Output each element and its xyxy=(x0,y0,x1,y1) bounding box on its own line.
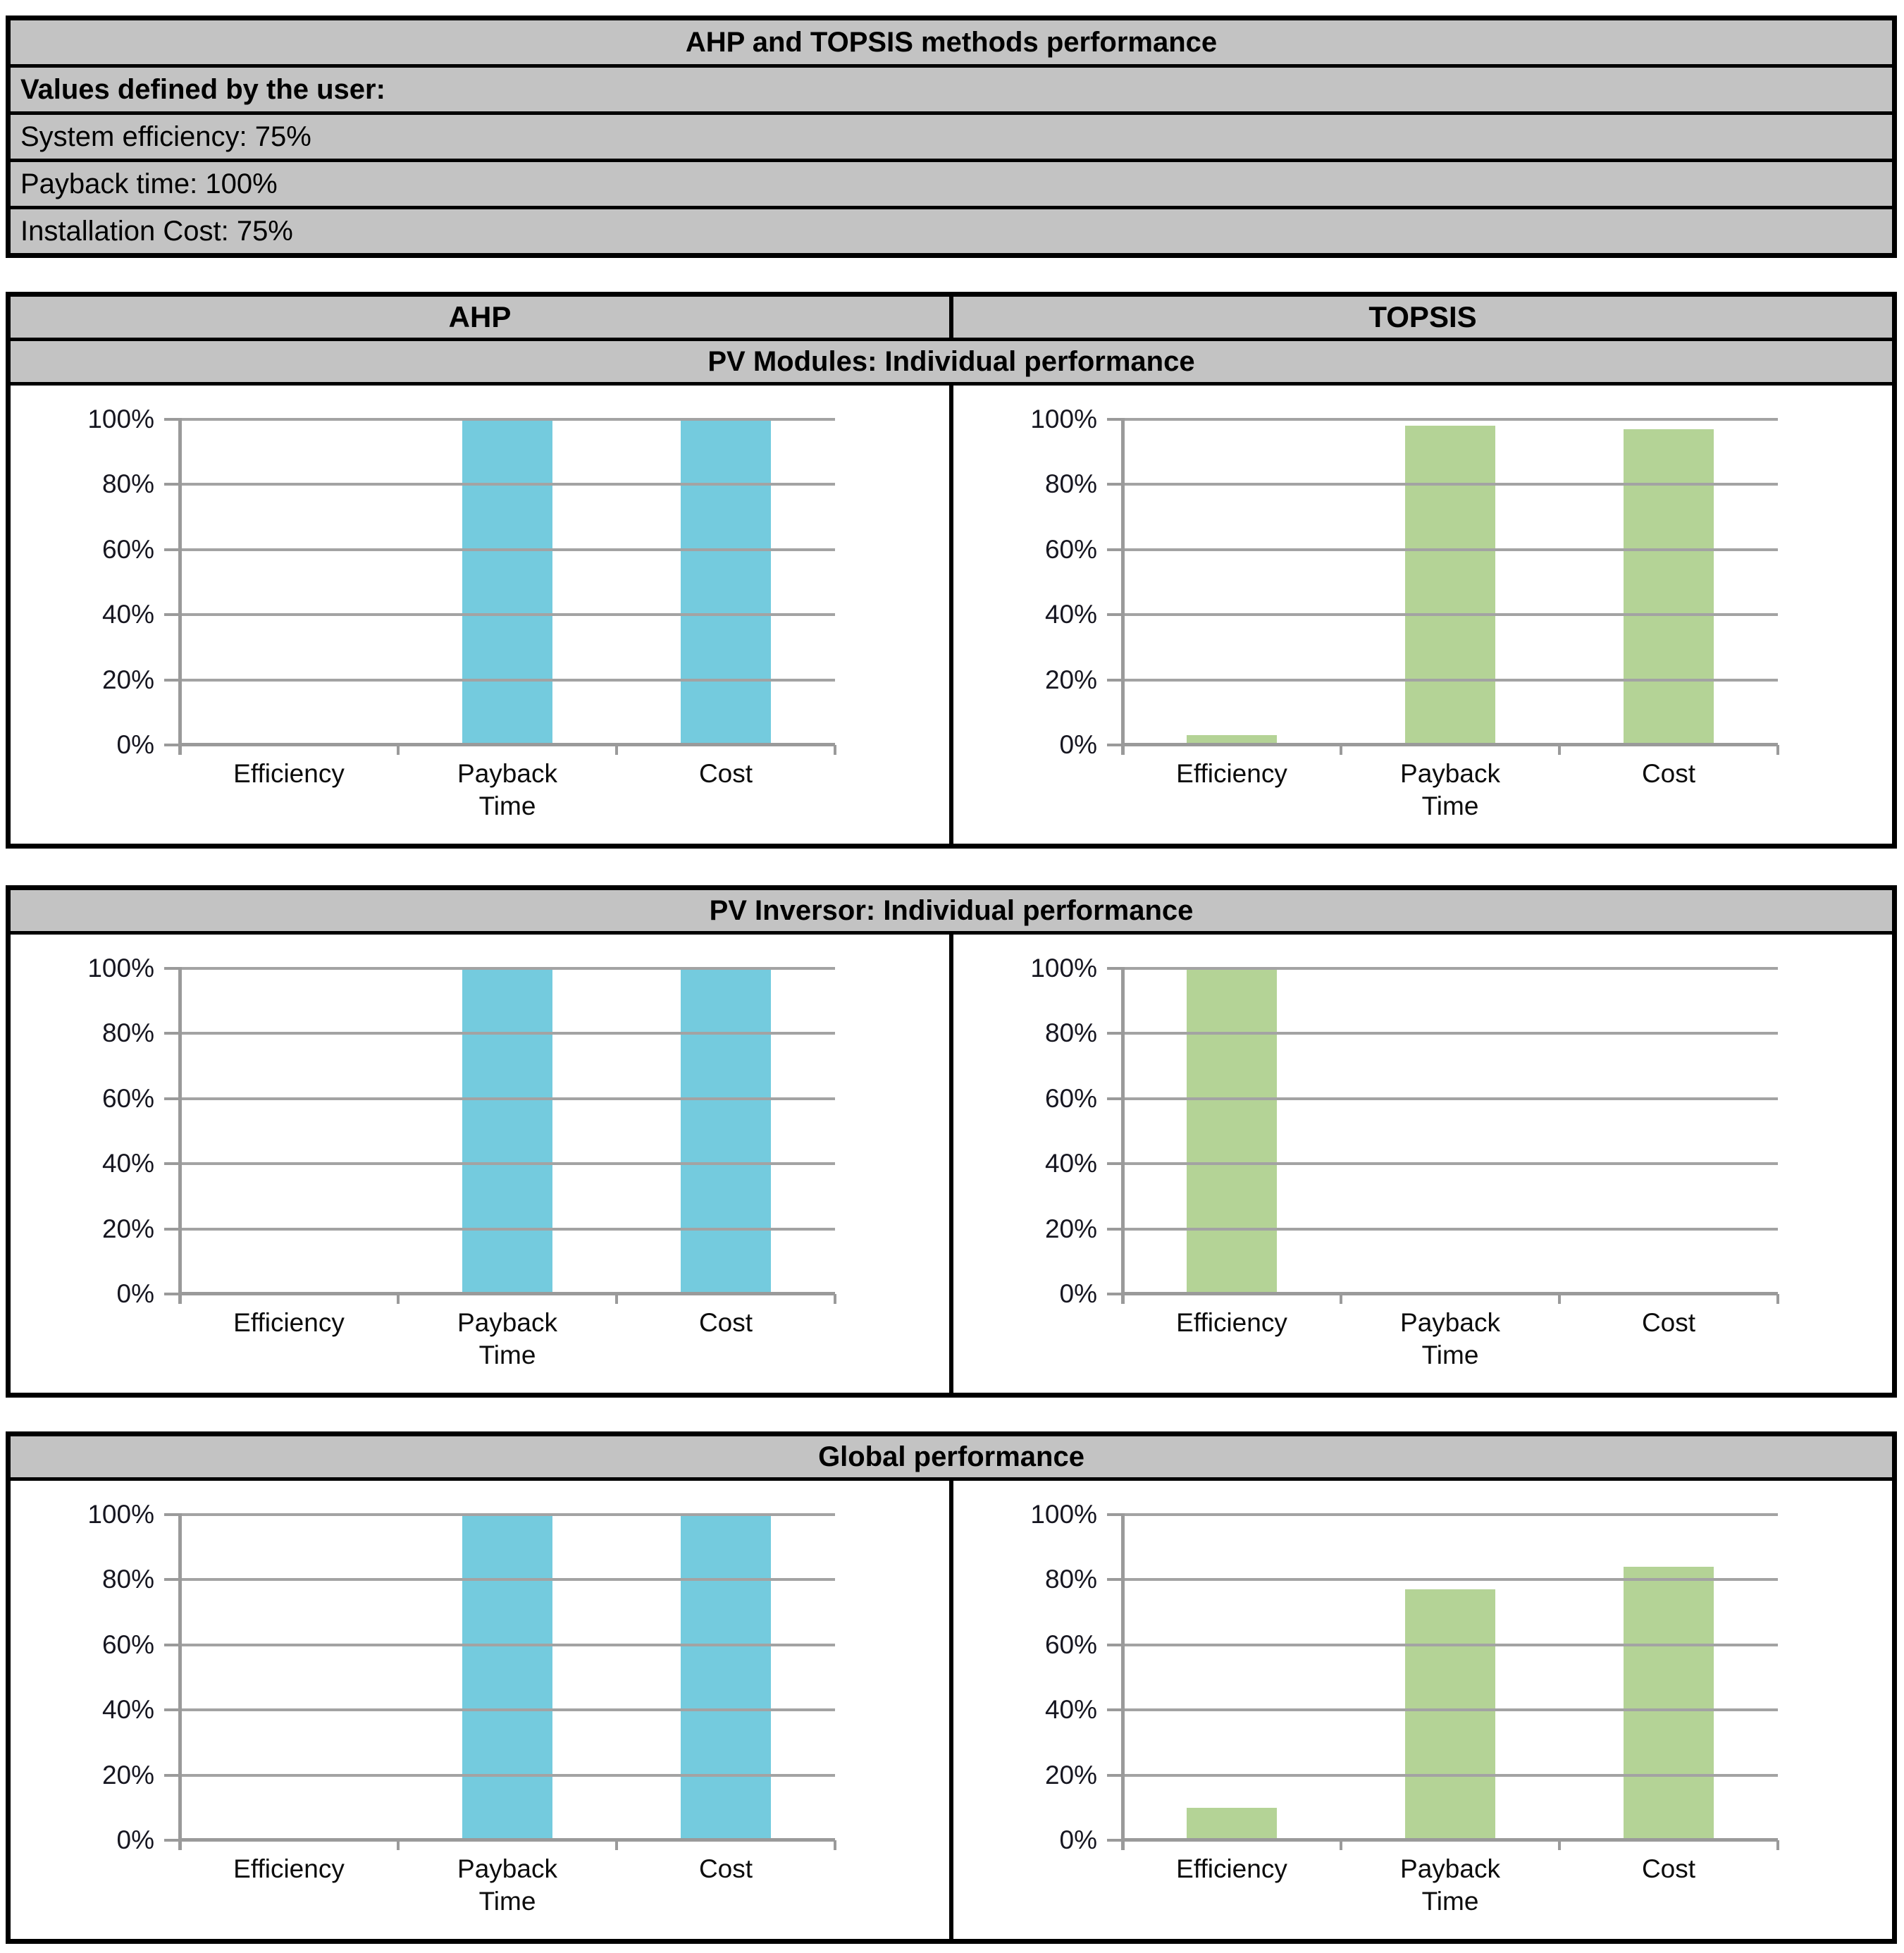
bar-payback-time xyxy=(1405,426,1495,745)
bar-payback-time xyxy=(462,968,552,1294)
y-tick-mark xyxy=(1107,1774,1123,1777)
x-category-label: Cost xyxy=(698,759,753,788)
bar-efficiency xyxy=(1187,968,1277,1294)
y-tick-mark xyxy=(164,1644,180,1646)
y-axis xyxy=(1121,1513,1125,1850)
y-gridline xyxy=(1123,967,1778,970)
y-tick-mark xyxy=(1107,744,1123,746)
bar-cost xyxy=(681,419,771,745)
y-gridline xyxy=(1123,613,1778,616)
y-tick-label: 60% xyxy=(1044,535,1097,564)
y-gridline xyxy=(180,967,835,970)
y-gridline xyxy=(180,1292,835,1295)
y-gridline xyxy=(180,613,835,616)
x-category-label: Efficiency xyxy=(1176,1854,1287,1883)
x-category-label: Cost xyxy=(1641,759,1696,788)
x-category-label: Cost xyxy=(698,1308,753,1337)
section-header-pv-modules: PV Modules: Individual performance xyxy=(11,341,1892,382)
y-tick-label: 80% xyxy=(1044,469,1097,498)
y-gridline xyxy=(1123,1838,1778,1842)
y-tick-mark xyxy=(1107,679,1123,682)
user-values-table xyxy=(6,16,1897,258)
y-tick-mark xyxy=(164,1839,180,1842)
y-tick-label: 80% xyxy=(101,1018,154,1047)
x-axis-tick xyxy=(1558,1840,1561,1850)
method-header-row xyxy=(11,297,1892,338)
y-axis xyxy=(1121,418,1125,755)
y-tick-mark xyxy=(164,1032,180,1035)
y-tick-label: 80% xyxy=(101,1565,154,1594)
y-tick-label: 40% xyxy=(101,600,154,629)
bar-payback-time xyxy=(1405,1589,1495,1840)
y-tick-label: 20% xyxy=(1044,1761,1097,1789)
x-axis-tick xyxy=(1340,1840,1342,1850)
y-tick-label: 40% xyxy=(101,1695,154,1724)
section-header-global: Global performance xyxy=(11,1436,1892,1477)
column-header-ahp: AHP xyxy=(11,297,949,338)
y-tick-mark xyxy=(1107,1839,1123,1842)
column-header-topsis: TOPSIS xyxy=(953,297,1892,338)
global-performance-table xyxy=(6,1431,1897,1944)
y-gridline xyxy=(180,418,835,421)
y-tick-mark xyxy=(1107,548,1123,551)
y-tick-label: 40% xyxy=(1044,1695,1097,1724)
x-axis-tick xyxy=(1558,1294,1561,1304)
section-header-pv-inversor: PV Inversor: Individual performance xyxy=(11,890,1892,931)
y-tick-label: 40% xyxy=(101,1149,154,1178)
x-category-label: Cost xyxy=(1641,1308,1696,1337)
bar-cost xyxy=(1624,429,1714,745)
y-gridline xyxy=(1123,483,1778,486)
y-tick-label: 0% xyxy=(116,1825,154,1854)
y-tick-label: 0% xyxy=(1059,730,1097,759)
y-tick-mark xyxy=(1107,613,1123,616)
x-axis-tick xyxy=(834,1840,836,1850)
x-axis-tick xyxy=(1121,1294,1124,1304)
y-tick-mark xyxy=(1107,1097,1123,1100)
y-gridline xyxy=(180,1644,835,1646)
x-category-label: Payback Time xyxy=(457,1308,557,1369)
y-gridline xyxy=(1123,1644,1778,1646)
y-tick-mark xyxy=(164,483,180,486)
x-axis-tick xyxy=(1776,745,1779,755)
y-tick-label: 100% xyxy=(87,405,154,433)
x-category-label: Payback Time xyxy=(1400,759,1500,820)
chart-ahp-global xyxy=(11,1481,949,1939)
pv-inversor-charts-row xyxy=(11,935,1892,1393)
global-charts-row xyxy=(11,1481,1892,1939)
y-tick-mark xyxy=(1107,1708,1123,1711)
y-tick-label: 100% xyxy=(1030,1500,1097,1529)
y-tick-mark xyxy=(1107,1032,1123,1035)
x-axis-tick xyxy=(1121,1840,1124,1850)
user-value-system-efficiency: System efficiency: 75% xyxy=(11,115,1892,159)
x-axis-tick xyxy=(178,745,181,755)
bar-cost xyxy=(1624,1567,1714,1840)
y-tick-mark xyxy=(164,1774,180,1777)
x-axis-tick xyxy=(615,1840,618,1850)
y-tick-mark xyxy=(1107,1293,1123,1295)
y-tick-mark xyxy=(1107,1578,1123,1581)
x-axis-tick xyxy=(1776,1840,1779,1850)
y-gridline xyxy=(1123,1774,1778,1777)
x-axis-tick xyxy=(397,1840,400,1850)
y-tick-mark xyxy=(164,1228,180,1231)
y-tick-label: 100% xyxy=(1030,405,1097,433)
y-tick-label: 20% xyxy=(101,1214,154,1243)
y-tick-label: 0% xyxy=(116,730,154,759)
x-axis-tick xyxy=(1340,745,1342,755)
y-gridline xyxy=(1123,743,1778,746)
x-category-label: Efficiency xyxy=(1176,759,1287,788)
pv-inversor-table xyxy=(6,885,1897,1398)
bar-payback-time xyxy=(462,1515,552,1840)
y-gridline xyxy=(1123,1228,1778,1231)
y-tick-mark xyxy=(1107,1513,1123,1516)
y-gridline xyxy=(1123,1513,1778,1516)
x-category-label: Efficiency xyxy=(233,1854,345,1883)
y-tick-mark xyxy=(1107,483,1123,486)
x-category-label: Payback Time xyxy=(1400,1308,1500,1369)
x-axis-tick xyxy=(1121,745,1124,755)
plot-area xyxy=(1030,405,1778,759)
bar-payback-time xyxy=(462,419,552,745)
y-axis xyxy=(178,1513,182,1850)
x-axis-tick xyxy=(397,1294,400,1304)
x-axis-tick xyxy=(178,1294,181,1304)
x-axis-tick xyxy=(397,745,400,755)
y-tick-mark xyxy=(164,744,180,746)
user-value-payback-time: Payback time: 100% xyxy=(11,162,1892,206)
x-category-label: Cost xyxy=(1641,1854,1696,1883)
user-value-installation-cost: Installation Cost: 75% xyxy=(11,209,1892,253)
x-category-label: Efficiency xyxy=(233,759,345,788)
y-tick-mark xyxy=(164,1097,180,1100)
y-gridline xyxy=(1123,1708,1778,1711)
y-gridline xyxy=(180,1708,835,1711)
y-gridline xyxy=(1123,1578,1778,1581)
bar-efficiency xyxy=(1187,1808,1277,1840)
y-tick-label: 100% xyxy=(1030,954,1097,982)
y-gridline xyxy=(180,1513,835,1516)
y-tick-label: 20% xyxy=(1044,1214,1097,1243)
y-gridline xyxy=(180,1774,835,1777)
y-axis xyxy=(178,967,182,1304)
plot-area xyxy=(87,1500,835,1854)
y-gridline xyxy=(1123,1292,1778,1295)
y-gridline xyxy=(1123,1162,1778,1165)
x-axis-tick xyxy=(1776,1294,1779,1304)
y-tick-label: 60% xyxy=(1044,1084,1097,1113)
y-tick-label: 20% xyxy=(101,665,154,694)
y-tick-mark xyxy=(164,679,180,682)
x-category-label: Payback Time xyxy=(457,759,557,820)
plot-area xyxy=(1030,954,1778,1308)
x-axis-tick xyxy=(615,1294,618,1304)
chart-topsis-pv-modules xyxy=(953,386,1892,844)
plot-area xyxy=(1030,1500,1778,1854)
bar-cost xyxy=(681,1515,771,1840)
x-category-label: Payback Time xyxy=(1400,1854,1500,1916)
y-tick-mark xyxy=(164,613,180,616)
x-axis-tick xyxy=(1558,745,1561,755)
plot-area xyxy=(87,954,835,1308)
y-gridline xyxy=(180,1228,835,1231)
y-axis xyxy=(1121,967,1125,1304)
y-gridline xyxy=(180,483,835,486)
y-gridline xyxy=(180,679,835,682)
y-tick-mark xyxy=(164,548,180,551)
y-tick-mark xyxy=(1107,967,1123,970)
plot-area xyxy=(87,405,835,759)
y-tick-mark xyxy=(164,1293,180,1295)
x-axis-tick xyxy=(615,745,618,755)
y-tick-label: 40% xyxy=(1044,600,1097,629)
y-tick-label: 40% xyxy=(1044,1149,1097,1178)
y-gridline xyxy=(1123,418,1778,421)
x-axis-tick xyxy=(178,1840,181,1850)
chart-topsis-pv-inversor xyxy=(953,935,1892,1393)
x-category-label: Cost xyxy=(698,1854,753,1883)
y-tick-label: 0% xyxy=(1059,1825,1097,1854)
y-gridline xyxy=(180,1578,835,1581)
y-gridline xyxy=(1123,1032,1778,1035)
x-category-label: Efficiency xyxy=(233,1308,345,1337)
y-gridline xyxy=(180,1097,835,1100)
x-axis-tick xyxy=(1340,1294,1342,1304)
y-tick-label: 20% xyxy=(101,1761,154,1789)
y-tick-label: 20% xyxy=(1044,665,1097,694)
y-gridline xyxy=(1123,1097,1778,1100)
y-tick-label: 80% xyxy=(1044,1018,1097,1047)
x-axis-tick xyxy=(834,745,836,755)
pv-modules-table xyxy=(6,292,1897,849)
chart-topsis-global xyxy=(953,1481,1892,1939)
y-gridline xyxy=(1123,679,1778,682)
y-tick-mark xyxy=(1107,1162,1123,1165)
y-tick-label: 0% xyxy=(1059,1279,1097,1308)
y-tick-label: 60% xyxy=(101,535,154,564)
y-gridline xyxy=(180,548,835,551)
pv-modules-charts-row xyxy=(11,386,1892,844)
y-gridline xyxy=(1123,548,1778,551)
bar-cost xyxy=(681,968,771,1294)
y-tick-mark xyxy=(164,1578,180,1581)
y-axis xyxy=(178,418,182,755)
report-title: AHP and TOPSIS methods performance xyxy=(11,20,1892,64)
y-tick-label: 100% xyxy=(87,954,154,982)
y-gridline xyxy=(180,1032,835,1035)
y-tick-mark xyxy=(164,1708,180,1711)
x-axis-tick xyxy=(834,1294,836,1304)
y-tick-mark xyxy=(1107,1644,1123,1646)
y-tick-label: 0% xyxy=(116,1279,154,1308)
y-tick-label: 60% xyxy=(1044,1630,1097,1659)
y-tick-mark xyxy=(164,967,180,970)
chart-ahp-pv-modules xyxy=(11,386,949,844)
y-tick-mark xyxy=(1107,1228,1123,1231)
y-tick-label: 60% xyxy=(101,1084,154,1113)
y-tick-mark xyxy=(164,1513,180,1516)
y-gridline xyxy=(180,1838,835,1842)
y-tick-label: 100% xyxy=(87,1500,154,1529)
user-values-heading: Values defined by the user: xyxy=(11,68,1892,111)
y-tick-label: 60% xyxy=(101,1630,154,1659)
y-tick-mark xyxy=(164,418,180,421)
x-category-label: Payback Time xyxy=(457,1854,557,1916)
y-tick-label: 80% xyxy=(101,469,154,498)
x-category-label: Efficiency xyxy=(1176,1308,1287,1337)
y-tick-mark xyxy=(1107,418,1123,421)
y-tick-label: 80% xyxy=(1044,1565,1097,1594)
chart-ahp-pv-inversor xyxy=(11,935,949,1393)
y-tick-mark xyxy=(164,1162,180,1165)
y-gridline xyxy=(180,1162,835,1165)
y-gridline xyxy=(180,743,835,746)
